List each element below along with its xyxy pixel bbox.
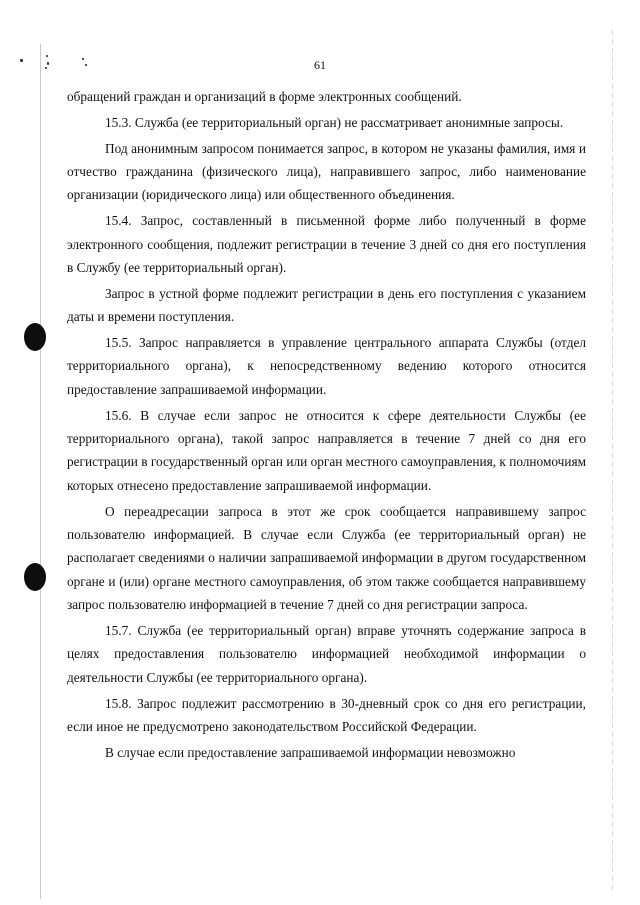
paragraph: 15.7. Служба (ее территориальный орган) вправе уточнять содержание запроса в целях предоставления пользователю информацией необходимой информации о деятельности Службы (ее территориального органа). (67, 623, 586, 685)
paragraph: О переадресации запроса в этот же срок сообщается направившему запрос пользователю информацией. В случае если Служба (ее территориальный орган) не располагает сведениями о наличии запрашиваемой информации в другом государственном органе и (или) органе местного самоуправления, об этом также сообщается направившему запрос пользователю информацией в течение 7 дней со дня регистрации запроса. (67, 503, 586, 613)
punch-hole-top (24, 323, 46, 351)
paragraph: обращений граждан и организаций в форме электронных сообщений. (67, 89, 462, 104)
paragraph: 15.3. Служба (ее территориальный орган) не рассматривает анонимные запросы. (105, 114, 564, 130)
binding-margin-line (40, 44, 41, 899)
paragraph: Запрос в устной форме подлежит регистрации в день его поступления с указанием даты и времени поступления. (67, 285, 586, 325)
document-body (67, 85, 586, 767)
paragraph: Под анонимным запросом понимается запрос, в котором не указаны фамилия, имя и отчество гражданина (физического лица), направившего запрос, либо наименование организации (юридического лица) или общественного объединения. (67, 140, 586, 203)
paragraph: 15.6. В случае если запрос не относится к сфере деятельности Службы (ее территориального органа), такой запрос направляется в течение 7 дней со дня его регистрации в государственный орган или орган местного самоуправления, к полномочиям которых отнесено предоставление запрашиваемой информации. (67, 407, 586, 493)
punch-hole-bottom (24, 563, 46, 591)
paragraph: 15.8. Запрос подлежит рассмотрению в 30-дневный срок со дня его регистрации, если иное не предусмотрено законодательством Российской Федерации. (67, 695, 586, 735)
page-number: 61 (314, 58, 326, 72)
paragraph: В случае если предоставление запрашиваемой информации невозможно (105, 744, 516, 760)
paragraph: 15.5. Запрос направляется в управление центрального аппарата Службы (отдел территориального органа), к непосредственному ведению которого относится предоставление запрашиваемой информации. (67, 335, 586, 397)
scan-edge-line (612, 30, 613, 890)
paragraph: 15.4. Запрос, составленный в письменной форме либо полученный в форме электронного сообщения, подлежит регистрации в течение 3 дней со дня его поступления в Службу (ее территориальный орган). (67, 213, 586, 276)
